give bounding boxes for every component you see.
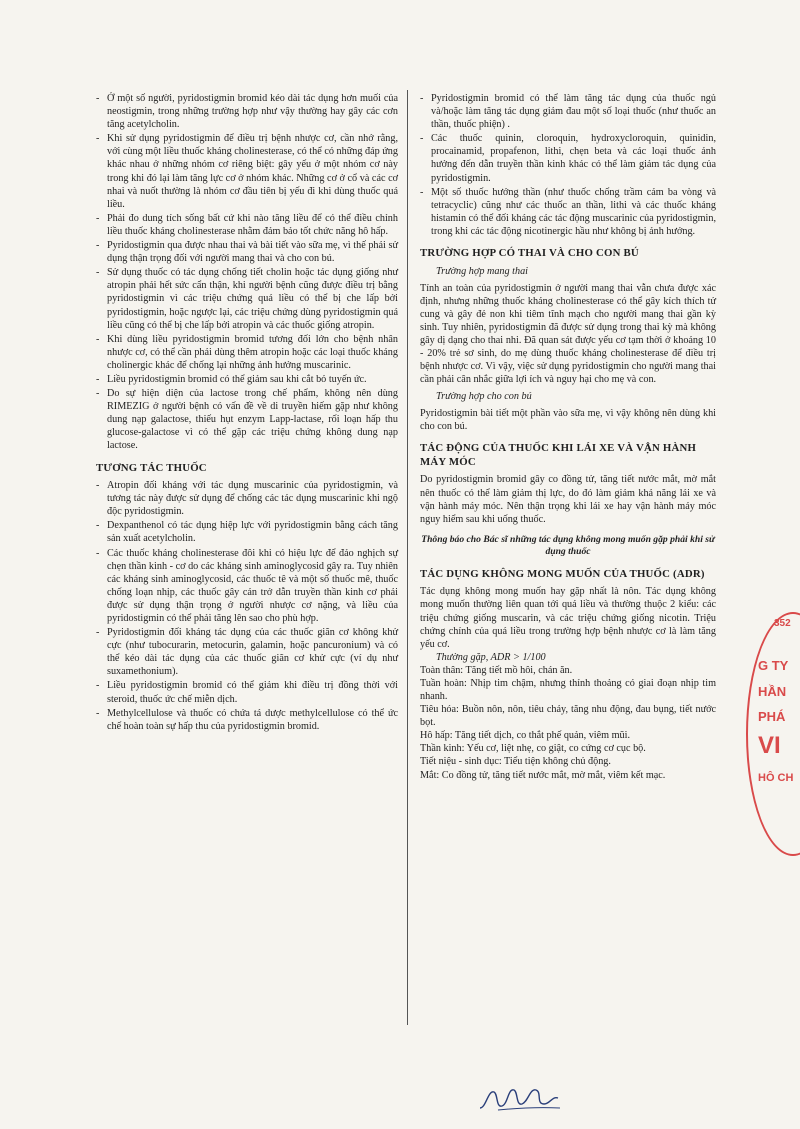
subheading-pregnancy: Trường hợp mang thai — [436, 265, 529, 277]
list-item: - Atropin đối kháng với tác dụng muscarinic của pyridostigmin, và tương tác này được sử dụng để chống các tác dụng muscarinic khi ngộ độc pyridostigmin. — [96, 479, 398, 518]
list-item: - Một số thuốc hướng thần (như thuốc chống trầm cảm ba vòng và tetracyclic) cũng như các thuốc an thần, lithi và các thuốc kháng histamin có thể đối kháng các tác động muscarinic của pyridostigmin, trong khi các tác động nicotinergic hầu như không bị ảnh hưởng. — [420, 186, 716, 238]
list-item: - Ở một số người, pyridostigmin bromid kéo dài tác dụng hơn muối của neostigmin, trong những trường hợp như vậy thường hay gây các cơn tăng acetylcholin. — [96, 92, 398, 131]
section-heading-interactions: TƯƠNG TÁC THUỐC — [96, 461, 207, 474]
adr-item: Toàn thân: Tăng tiết mồ hôi, chán ăn. — [420, 664, 573, 676]
adr-item: Tiêu hóa: Buồn nôn, nôn, tiêu chảy, tăng nhu động, đau bụng, tiết nước bọt. — [420, 704, 716, 729]
signature — [478, 1078, 568, 1118]
stamp-text: G TY — [758, 658, 789, 673]
left-column — [96, 92, 398, 734]
breastfeeding-text: Pyridostigmin bài tiết một phần vào sữa mẹ, vì vậy không nên dùng khi cho con bú. — [420, 408, 716, 433]
list-item: - Do sự hiện diện của lactose trong chế phẩm, không nên dùng RIMEZIG ở người bệnh có vấn đề về di truyền hiếm gặp như không dung nạp galactose, thiếu hụt enzym Lapp-lactase, rối loạn hấp thu glucose-galactose vì có thể gặp các triệu chứng không dung nạp lactose. — [96, 387, 398, 452]
section-heading-adr: TÁC DỤNG KHÔNG MONG MUỐN CỦA THUỐC (ADR) — [420, 567, 705, 580]
adr-frequency: Thường gặp, ADR > 1/100 — [436, 651, 546, 663]
stamp-text: 352 — [774, 618, 791, 629]
company-stamp — [746, 612, 800, 856]
column-divider — [407, 90, 408, 1025]
list-item: - Khi dùng liều pyridostigmin bromid tương đối lớn cho bệnh nhân nhược cơ, có thể cần phải dùng thêm atropin hoặc các loại thuốc kháng cholinergic khác để chống lại những ảnh hưởng muscarinic. — [96, 333, 398, 372]
list-item: - Pyridostigmin qua được nhau thai và bài tiết vào sữa mẹ, vì thế phải sử dụng thận trọng đối với người mang thai và cho con bú. — [96, 239, 398, 265]
adr-text: Tác dụng không mong muốn hay gặp nhất là nôn. Tác dụng không mong muốn thường liên quan tới quá liều và thường thuộc 2 kiểu: các triệu chứng giống muscarin, và các triệu chứng giống nicotin. Triệu chứng chính của quá liều trong trường hợp bệnh nhược cơ là làm tăng yếu cơ. — [420, 586, 716, 650]
interactions-list-continued — [420, 92, 716, 238]
list-item: - Pyridostigmin đối kháng tác dụng của các thuốc giãn cơ không khử cực (như tubocurarin, metocurin, galamin, hoặc pancuronium) và có thể kéo dài tác dụng của các thuốc giãn cơ khử cực (ví dụ như suxamethonium). — [96, 626, 398, 678]
precautions-list — [96, 92, 398, 453]
right-column — [420, 92, 716, 782]
adr-item: Hô hấp: Tăng tiết dịch, co thắt phế quản, viêm mũi. — [420, 730, 631, 742]
list-item: - Liều pyridostigmin bromid có thể giảm khi điều trị đồng thời với steroid, thuốc ức chế miễn dịch. — [96, 679, 398, 705]
list-item: - Dexpanthenol có tác dụng hiệp lực với pyridostigmin bằng cách tăng sản xuất acetylcholin. — [96, 519, 398, 545]
subheading-breastfeeding: Trường hợp cho con bú — [436, 391, 532, 403]
adr-item: Thần kinh: Yếu cơ, liệt nhẹ, co giật, co cứng cơ cục bộ. — [420, 743, 646, 755]
list-item: - Các thuốc kháng cholinesterase đôi khi có hiệu lực để đảo nghịch sự chẹn thần kinh - cơ do các kháng sinh aminoglycosid gây ra. Tuy nhiên các kháng sinh aminoglycosid, các thuốc tê và một số thuốc mê, thuốc chống loạn nhịp, các thuốc gây cản trở dẫn truyền thần kinh cơ phải được sử dụng thận trọng ở người nhược cơ nặng, và liều của pyridostigmin có thể phải tăng lên sao cho phù hợp. — [96, 547, 398, 626]
adverse-effects-notice: Thông báo cho Bác sĩ những tác dụng không mong muốn gặp phải khi sử dụng thuốc — [421, 533, 715, 558]
list-item: - Sử dụng thuốc có tác dụng chống tiết cholin hoặc tác dụng giống như atropin phải hết sức cẩn thận, khi người bệnh cũng được điều trị bằng pyridostigmin vì các triệu chứng quá liều có thể bị che lấp bởi pyridostigmin, hoặc ngược lại, các triệu chứng dùng pyridostigmin quá liều cũng có thể bị che lấp bởi atropin và các thuốc giống atropin. — [96, 266, 398, 331]
list-item: - Methylcellulose và thuốc có chứa tá dược methylcellulose có thể ức chế hoàn toàn sự hấp thu của pyridostigmin bromid. — [96, 707, 398, 733]
stamp-text: HÔ CH — [758, 772, 794, 784]
list-item: - Pyridostigmin bromid có thể làm tăng tác dụng của thuốc ngủ và/hoặc làm tăng tác dụng giảm đau một số loại thuốc (như thuốc an thần, thuốc phiện) . — [420, 92, 716, 131]
list-item: - Phải đo dung tích sống bất cứ khi nào tăng liều để có thể điều chỉnh liều thuốc kháng cholinesterase nhằm đảm bảo tốt chức năng hô hấp. — [96, 212, 398, 238]
adr-item: Tiết niệu - sinh dục: Tiểu tiện không chủ động. — [420, 756, 611, 768]
adr-item: Tuần hoàn: Nhịp tim chậm, nhưng thỉnh thoảng có giai đoạn nhịp tim nhanh. — [420, 677, 716, 702]
adr-item: Mắt: Co đồng tử, tăng tiết nước mắt, mờ mắt, viêm kết mạc. — [420, 769, 666, 781]
section-heading-pregnancy: TRƯỜNG HỢP CÓ THAI VÀ CHO CON BÚ — [420, 247, 639, 260]
section-heading-driving: TÁC ĐỘNG CỦA THUỐC KHI LÁI XE VÀ VẬN HÀNH MÁY MÓC — [420, 442, 697, 468]
list-item: - Khi sử dụng pyridostigmin để điều trị bệnh nhược cơ, cần nhớ rằng, với cùng một liều thuốc kháng cholinesterase, có thể có những đáp ứng khác nhau ở những nhóm cơ riêng biệt: gây yếu ở một nhóm cơ này trong khi đó lại làm tăng lực cơ ở nhóm khác. Những cơ ở cổ và các cơ nhai và nuốt thường là nhóm cơ đầu tiên bị yếu đi khi dùng thuốc quá liều. — [96, 132, 398, 211]
list-item: - Liều pyridostigmin bromid có thể giảm sau khi cắt bỏ tuyến ức. — [96, 373, 398, 386]
stamp-text: VI — [758, 732, 781, 759]
stamp-text: HẦN — [758, 684, 787, 699]
interactions-list — [96, 479, 398, 733]
list-item: - Các thuốc quinin, cloroquin, hydroxycloroquin, quinidin, procainamid, propafenon, lithi, chẹn beta và các loại thuốc ảnh hưởng đến dẫn truyền thần kinh khác có thể làm giảm tác dụng của pyridostigmin. — [420, 132, 716, 184]
stamp-text: PHÁ — [758, 709, 786, 724]
driving-text: Do pyridostigmin bromid gây co đồng tử, tăng tiết nước mắt, mờ mắt nên thuốc có thể làm giảm thị lực, do đó làm giảm khả năng lái xe và vận hành máy móc. Nên thận trọng khi lái xe hay vận hành máy móc nguy hiểm sau khi uống thuốc. — [420, 474, 716, 525]
pregnancy-text: Tính an toàn của pyridostigmin ở người mang thai vẫn chưa được xác định, nhưng những thuốc kháng cholinesterase có thể gây kích thích tử cung và gây đẻ non khi tiêm tĩnh mạch cho người mang thai gần kỳ sinh. Tuy nhiên, pyridostigmin đã được sử dụng trong thai kỳ mà không gây dị dạng cho thai nhi. Đã quan sát được yếu cơ tạm thời ở khoảng 10 - 20% trẻ sơ sinh, do mẹ dùng thuốc kháng cholinesterase để điều trị bệnh nhược cơ. Vì vậy, việc sử dụng pyridostigmin cho người mang thai cần phải cân nhắc giữa lợi ích và nguy hại cho mẹ và con. — [420, 282, 716, 386]
